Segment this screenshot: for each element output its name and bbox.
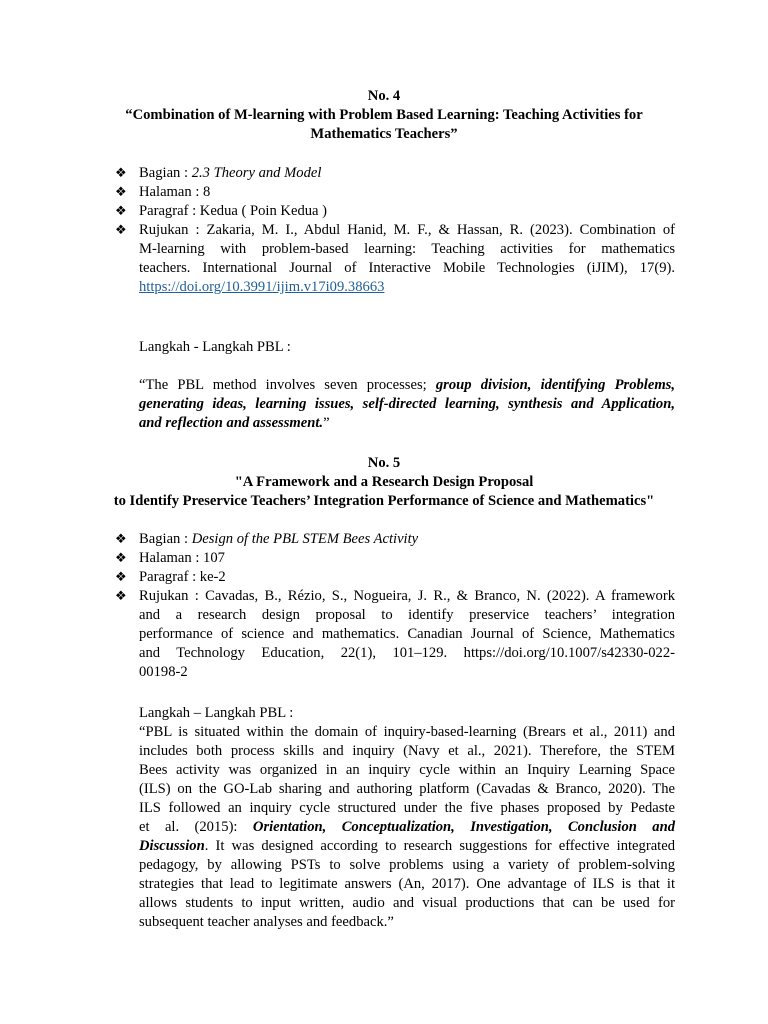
section-5-title-line-1: "A Framework and a Research Design Proposal <box>234 474 534 490</box>
section-4-quote: “The PBL method involves seven processes; group division, identifying Problems, generating ideas, learning issues, self-directed learning, synthesis and Application, and reflection and assessment.” <box>139 377 675 431</box>
section-5-details <box>115 530 675 682</box>
section-4-doi-link[interactable]: https://doi.org/10.3991/ijim.v17i09.38663 <box>139 279 385 295</box>
diamond-bullet-icon: ❖ <box>115 166 127 181</box>
diamond-bullet-icon: ❖ <box>115 589 127 604</box>
section-4-details <box>115 164 675 297</box>
section-5-rujukan: ❖ Rujukan : Cavadas, B., Rézio, S., Nogueira, J. R., & Branco, N. (2022). A framework and a research design proposal to identify preservice teachers’ integration performance of science and mathematics. Canadian Journal of Science, Mathematics and Technology Education, 22(1), 101–129. https://doi.org/10.1007/s42330-022- 00198-2 <box>115 588 675 680</box>
section-5-header <box>60 454 708 511</box>
section-4-header <box>60 87 708 144</box>
diamond-bullet-icon: ❖ <box>115 551 127 566</box>
section-5-number: No. 5 <box>367 455 401 471</box>
diamond-bullet-icon: ❖ <box>115 185 127 200</box>
section-5-bagian: ❖ Bagian : Design of the PBL STEM Bees Activity <box>115 531 419 547</box>
section-4-title-line-1: “Combination of M-learning with Problem Based Learning: Teaching Activities for <box>125 107 643 123</box>
diamond-bullet-icon: ❖ <box>115 570 127 585</box>
section-4-number: No. 4 <box>367 88 401 104</box>
section-5-title-line-2: to Identify Preservice Teachers’ Integration Performance of Science and Mathematics" <box>113 493 655 509</box>
section-5-steps-label: Langkah – Langkah PBL : <box>139 705 294 721</box>
section-5-paragraf: ❖ Paragraf : ke-2 <box>115 569 226 585</box>
section-5-halaman: ❖ Halaman : 107 <box>115 550 225 566</box>
section-4-bagian: ❖ Bagian : 2.3 Theory and Model <box>115 165 322 181</box>
section-5-bagian-value: Design of the PBL STEM Bees Activity <box>191 531 419 547</box>
section-5-paragraph: “PBL is situated within the domain of inquiry-based-learning (Brears et al., 2011) and includes both process skills and inquiry (Navy et al., 2021). Therefore, the STEM Bees activity was organized in an inquiry cycle within an Inquiry Learning Space (ILS) on the GO-Lab sharing and authoring platform (Cavadas & Branco, 2020). The ILS followed an inquiry cycle structured under the five phases proposed by Pedaste et al. (2015): Orientation, Conceptualization, Investigation, Conclusion and Discussion. It was designed according to research suggestions for effective integrated pedagogy, by allowing PSTs to solve problems using a variety of problem-solving strategies that lead to legitimate answers (An, 2017). One advantage of ILS is that it allows students to input written, audio and visual productions that can be used for subsequent teacher analyses and feedback.” <box>139 724 676 930</box>
section-4-rujukan: ❖ Rujukan : Zakaria, M. I., Abdul Hanid, M. F., & Hassan, R. (2023). Combination of M-learning with problem-based learning: Teaching activities for mathematics teachers. International Journal of Interactive Mobile Technologies (iJIM), 17(9). https://doi.org/10.3991/ijim.v17i09.38663 <box>115 222 675 295</box>
section-4-title-line-2: Mathematics Teachers” <box>310 126 458 142</box>
section-4-steps-label: Langkah - Langkah PBL : <box>139 339 291 355</box>
diamond-bullet-icon: ❖ <box>115 532 127 547</box>
diamond-bullet-icon: ❖ <box>115 204 127 219</box>
section-4-bagian-value: 2.3 Theory and Model <box>191 165 322 181</box>
section-4-paragraf: ❖ Paragraf : Kedua ( Poin Kedua ) <box>115 203 328 219</box>
diamond-bullet-icon: ❖ <box>115 223 127 238</box>
section-4-halaman: ❖ Halaman : 8 <box>115 184 211 200</box>
